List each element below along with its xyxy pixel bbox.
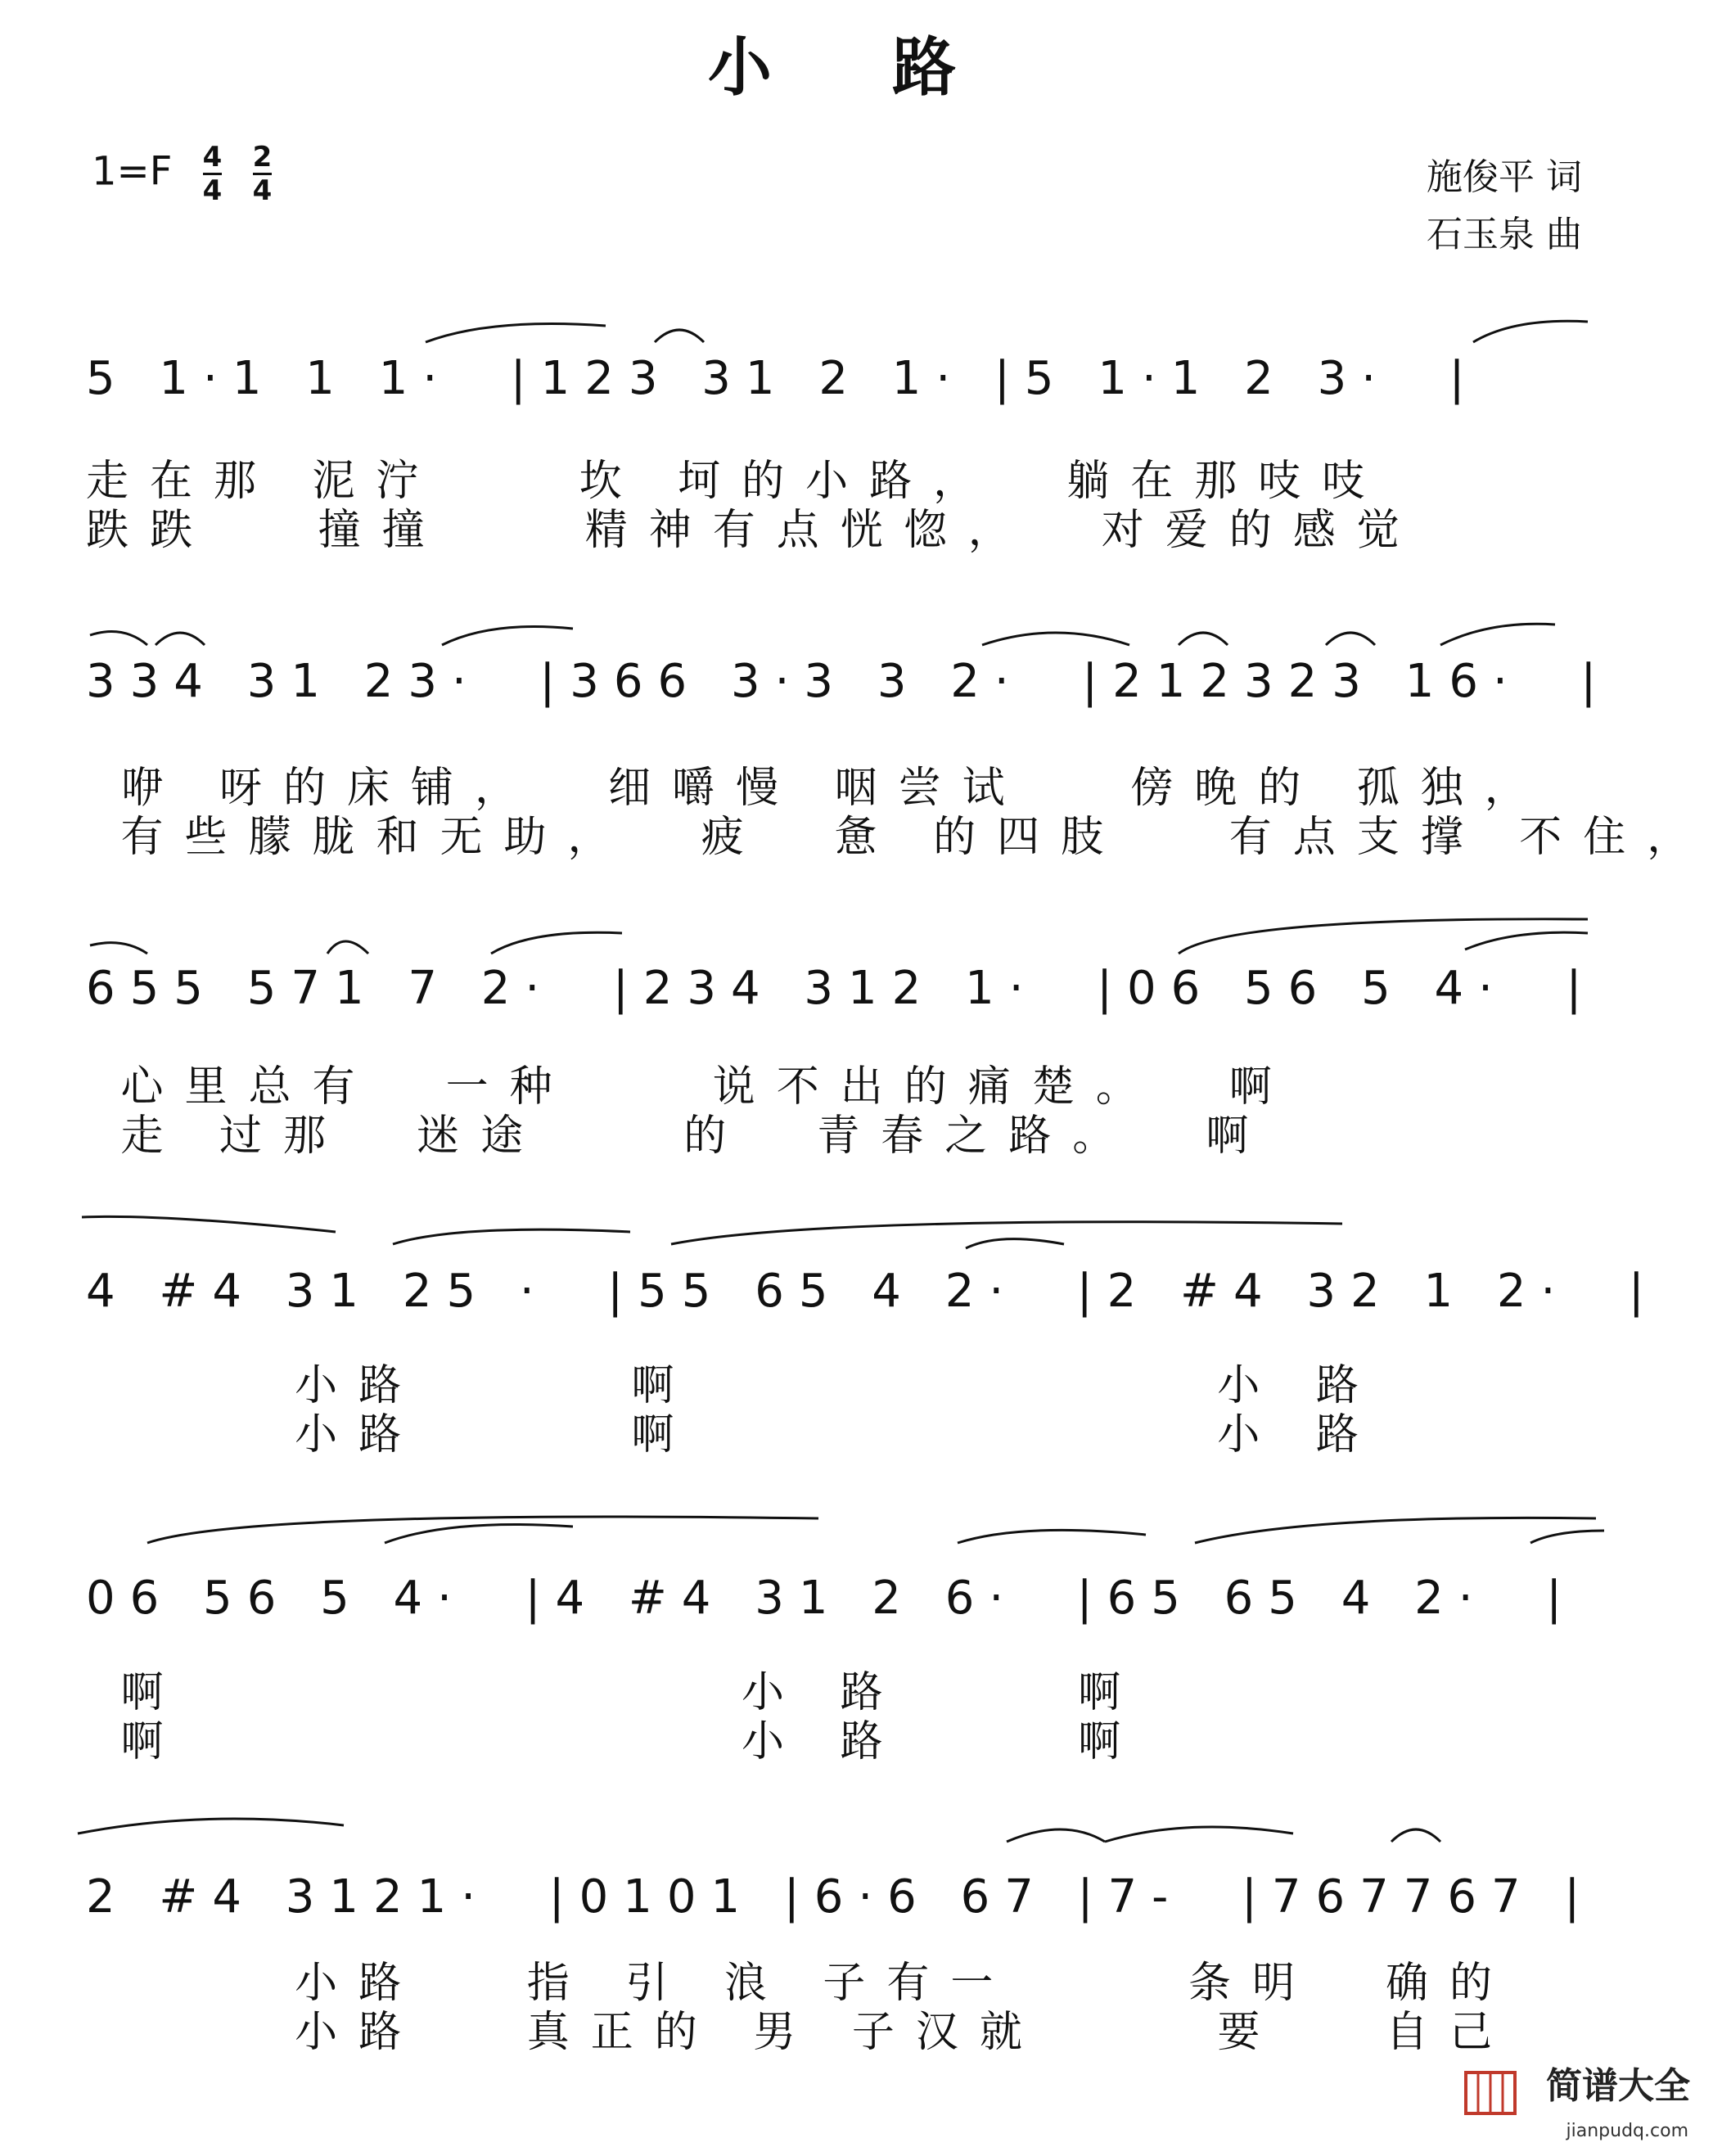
time-signature-1: $\frac{4}{4}$: [202, 141, 223, 207]
lyrics-verse-2: 小路 啊 小 路: [86, 1410, 1380, 1459]
slurs: [0, 913, 1713, 962]
lyricist-credit: 施俊平 词: [1427, 156, 1582, 198]
notation-line: 334 31 23· |366 3·3 3 2· |212323 16· |: [86, 655, 1612, 708]
lyrics-verse-1: 走在那 泥泞 坎 坷的小路， 躺在那吱吱: [86, 457, 1386, 506]
slurs: [0, 1207, 1713, 1256]
lyrics-verse-2: 跌跌 撞撞 精神有点恍惚， 对爱的感觉: [86, 506, 1421, 555]
lyrics-verse-1: 啊 小 路 啊: [86, 1668, 1143, 1717]
lyrics-verse-2: 啊 小 路 啊: [86, 1717, 1143, 1766]
key-signature: 1=F: [92, 148, 173, 195]
watermark-url: jianpudq.com: [1566, 2121, 1688, 2141]
key-and-time-signature: [92, 143, 272, 205]
slurs: [0, 620, 1713, 653]
lyrics-verse-2: 小路 真正的 男 子汉就 要 自己: [86, 2008, 1514, 2057]
lyrics-verse-2: 走 过那 迷途 的 青春之路。 啊: [86, 1112, 1270, 1161]
time-signature-2: $\frac{2}{4}$: [252, 141, 273, 207]
slurs: [0, 1510, 1713, 1559]
notation-line: 06 56 5 4· |4 #4 31 2 6· |65 65 4 2· |: [86, 1572, 1577, 1625]
composer-credit: 石玉泉 曲: [1427, 214, 1582, 255]
lyrics-verse-1: 心里总有 一种 说不出的痛楚。 啊: [86, 1062, 1293, 1112]
lyrics-verse-1: 咿 呀的床铺， 细嚼慢 咽尝试 傍晚的 孤独，: [86, 764, 1548, 813]
slurs: [0, 318, 1713, 350]
slurs: [0, 1809, 1713, 1858]
notation-line: 2 #4 3121· |0101 |6·6 67 |7- |767767 |: [86, 1870, 1595, 1924]
notation-line: 4 #4 31 25 · |55 65 4 2· |2 #4 32 1 2· |: [86, 1265, 1659, 1318]
song-title: 小 路: [707, 30, 1006, 105]
lyrics-verse-2: 有些朦胧和无助， 疲 惫 的四肢 有点支撑 不住，: [86, 813, 1711, 862]
watermark-text: 简谱大全: [1546, 2065, 1690, 2107]
notation-line: 5 1·1 1 1· |123 31 2 1· |5 1·1 2 3· |: [86, 352, 1480, 405]
piano-logo-icon: [1458, 2056, 1523, 2122]
lyrics-verse-1: 小路 指 引 浪 子有一 条明 确的: [86, 1959, 1514, 2008]
watermark: [1453, 2048, 1698, 2146]
lyrics-verse-1: 小路 啊 小 路: [86, 1361, 1380, 1410]
notation-line: 655 571 7 2· |234 312 1· |06 56 5 4· |: [86, 962, 1597, 1015]
